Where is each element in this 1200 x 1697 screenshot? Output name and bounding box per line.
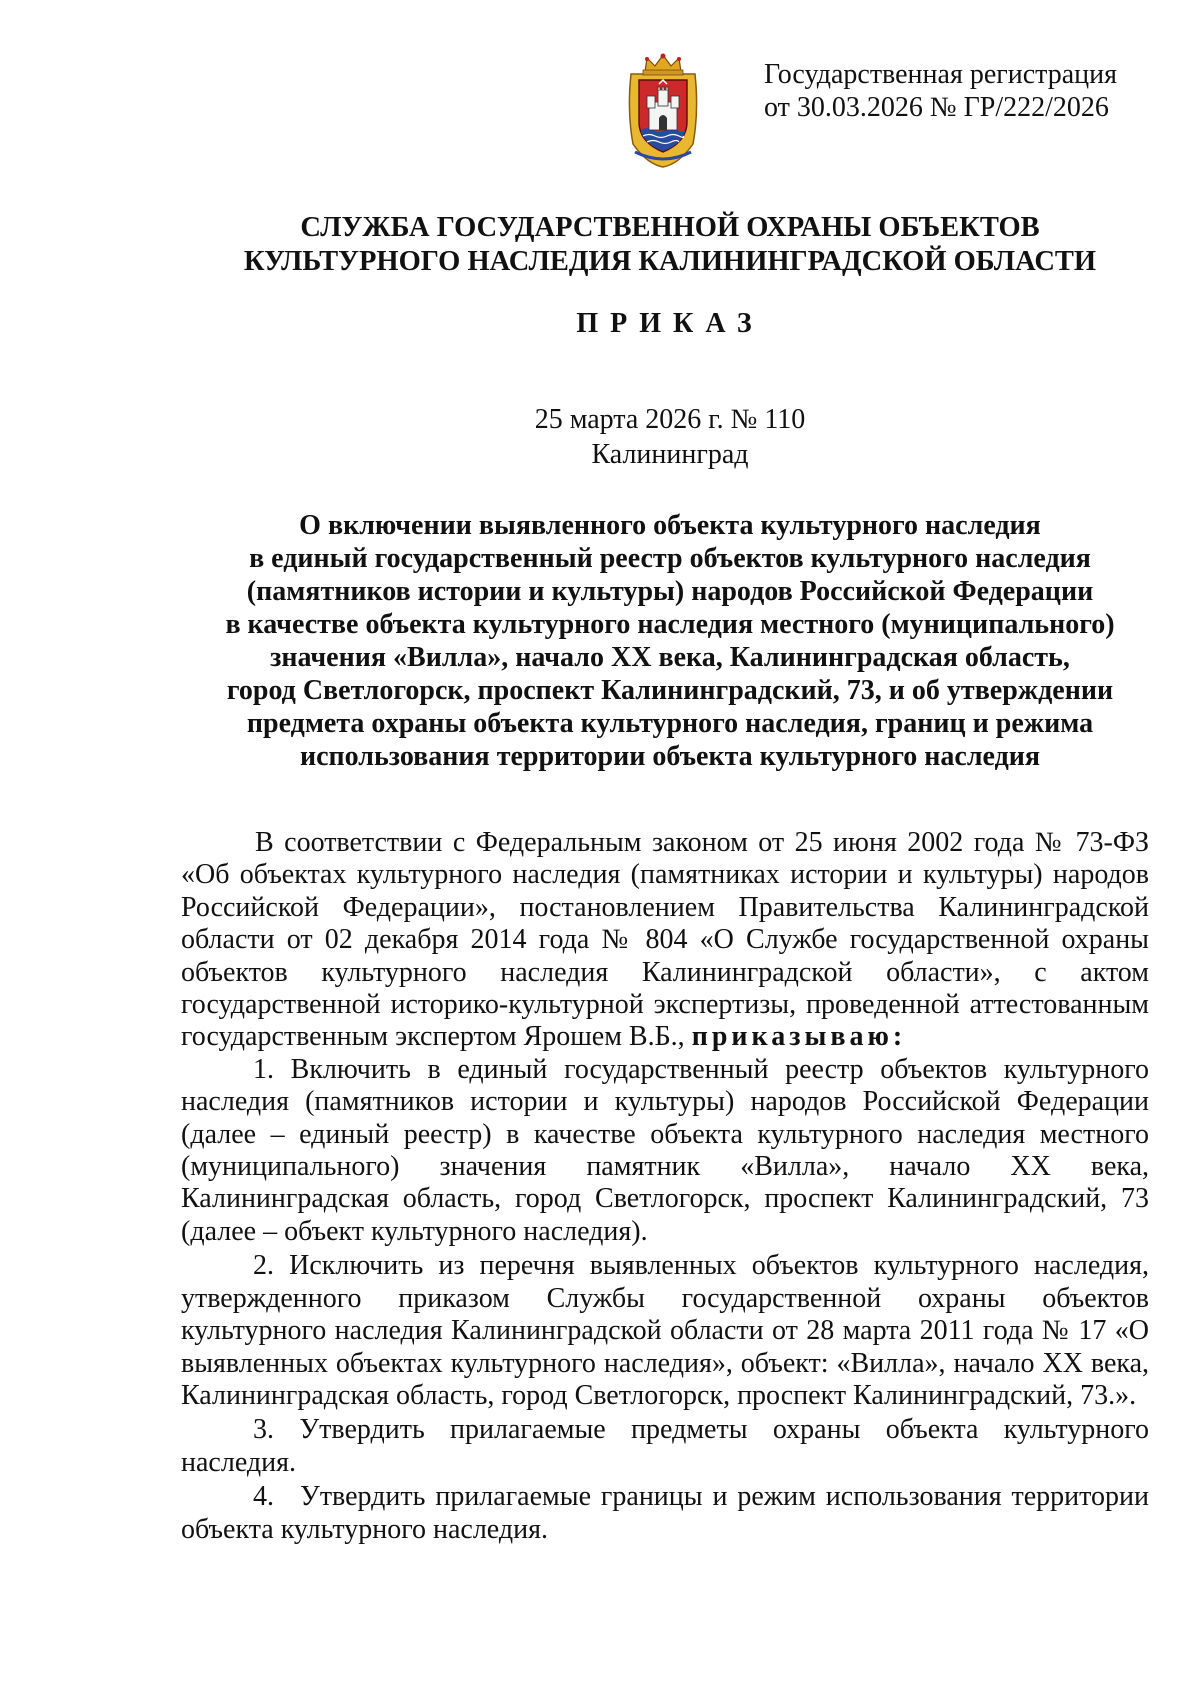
- order-date-number: 25 марта 2026 г. № 110: [534, 404, 806, 435]
- subject-line: в качестве объекта культурного наследия местного (муниципального): [225, 609, 1115, 640]
- item-text: Утвердить прилагаемые границы и режим использования территории объекта культурного наследия.: [181, 1481, 1149, 1545]
- order-item-4: [181, 1481, 1149, 1546]
- agency-title-line-2: КУЛЬТУРНОГО НАСЛЕДИЯ КАЛИНИНГРАДСКОЙ ОБЛАСТИ: [243, 246, 1097, 277]
- item-number: 3.: [253, 1414, 300, 1446]
- preamble-paragraph: [181, 827, 1149, 1054]
- subject-line: О включении выявленного объекта культурного наследия: [299, 510, 1041, 541]
- order-item-3: [181, 1414, 1149, 1479]
- item-text: Исключить из перечня выявленных объектов культурного наследия, утвержденного приказом Службы государственной охраны объектов культурного наследия Калининградской области от 28 марта 2011 года № 17 «О выявленных объектах культурного наследия», объект: «Вилла», начало XX века, Калининградская область, город Светлогорск, проспект Калининградский, 73.».: [181, 1250, 1150, 1411]
- agency-title: [0, 211, 1200, 279]
- item-number: 1.: [253, 1053, 274, 1085]
- coat-of-arms-emblem: [623, 52, 703, 169]
- order-item-2: [181, 1250, 1149, 1412]
- item-number: 2.: [253, 1250, 274, 1282]
- agency-title-line-1: СЛУЖБА ГОСУДАРСТВЕННОЙ ОХРАНЫ ОБЪЕКТОВ: [300, 212, 1040, 243]
- subject-line: город Светлогорск, проспект Калининградский, 73, и об утверждении: [226, 675, 1114, 706]
- coat-of-arms-icon: [623, 52, 703, 169]
- subject-line: значения «Вилла», начало XX века, Калининградская область,: [270, 642, 1070, 673]
- subject-line: (памятников истории и культуры) народов Российской Федерации: [246, 576, 1094, 607]
- document-type-heading: ПРИКАЗ: [576, 308, 764, 339]
- subject-line: предмета охраны объекта культурного наследия, границ и режима: [246, 708, 1094, 739]
- command-word: приказываю:: [691, 1021, 907, 1053]
- preamble-text: В соответствии с Федеральным законом от 25 июня 2002 года № 73-ФЗ «Об объектах культурного наследия (памятниках истории и культуры) народов Российской Федерации», постановлением Правительства Калининградской области от 02 декабря 2014 года № 804 «О Службе государственной охраны объектов культурного наследия Калининградской области», с актом государственной историко-культурной экспертизы, проведенной аттестованным государственным экспертом Ярошем В.Б.,: [181, 827, 1149, 1053]
- subject-line: использования территории объекта культурного наследия: [299, 741, 1041, 772]
- item-text: Утвердить прилагаемые предметы охраны объекта культурного наследия.: [181, 1414, 1150, 1478]
- registration-line-1: Государственная регистрация: [764, 59, 1117, 90]
- order-city: Калининград: [591, 439, 749, 470]
- order-subject: [180, 509, 1160, 773]
- item-number: 4.: [253, 1481, 274, 1513]
- item-text: Включить в единый государственный реестр объектов культурного наследия (памятников истории и культуры) народов Российской Федерации (далее – единый реестр) в качестве объекта культурного наследия местного (муниципального) значения памятник «Вилла», начало XX века, Калининградская область, город Светлогорск, проспект Калининградский, 73 (далее – объект культурного наследия).: [181, 1053, 1150, 1247]
- registration-line-2: от 30.03.2026 № ГР/222/2026: [764, 92, 1109, 123]
- subject-line: в единый государственный реестр объектов культурного наследия: [249, 543, 1091, 574]
- order-body: [181, 827, 1149, 1546]
- order-item-1: [181, 1054, 1149, 1248]
- order-date-block: [0, 402, 1200, 472]
- state-registration-note: [764, 58, 1117, 124]
